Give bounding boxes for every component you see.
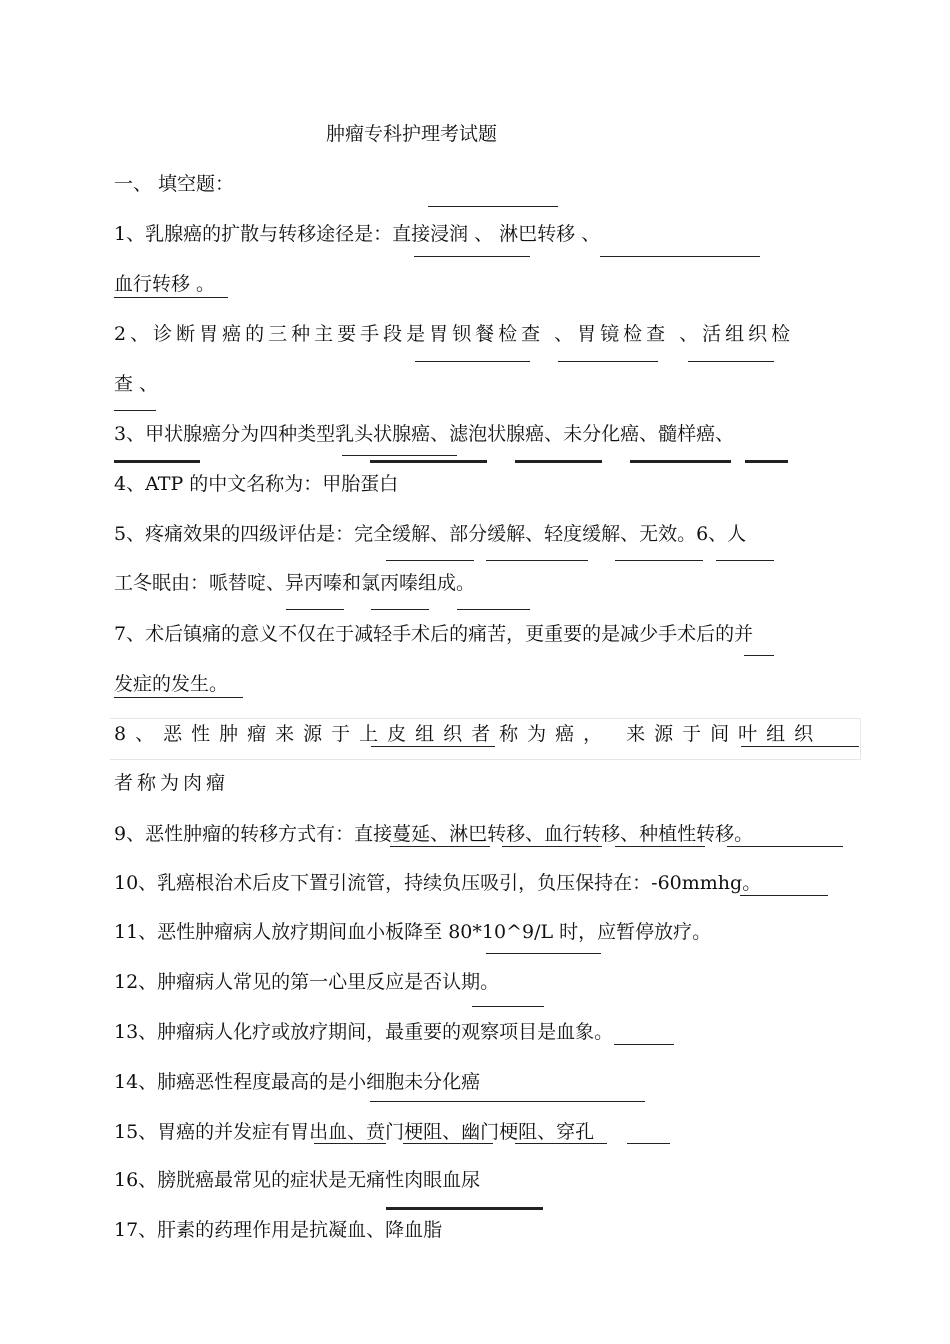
answer-underline [744,655,774,656]
answer-underline [415,361,530,362]
answer-underline [114,697,243,698]
answer-underline [614,1044,674,1045]
answer-underline [745,460,788,463]
answer-underline [486,953,601,954]
question-8-line-1: 8、恶性肿瘤来源于上皮组织者称为癌， 来源于间叶组织 [114,723,823,745]
underline [428,206,558,207]
answer-underline [386,560,474,561]
question-9: 9、恶性肿瘤的转移方式有：直接蔓延、淋巴转移、血行转移、种植性转移。 [114,823,754,845]
answer-underline [371,746,495,747]
question-17: 17、肝素的药理作用是抗凝血、降血脂 [114,1219,443,1241]
answer-underline [114,460,200,463]
answer-underline [716,560,774,561]
question-3: 3、甲状腺癌分为四种类型乳头状腺癌、滤泡状腺癌、未分化癌、髓样癌、 [114,423,735,445]
answer-underline [314,1143,386,1144]
answer-underline [615,560,703,561]
answer-underline [286,609,344,610]
question-2-line-2: 查 、 [114,373,159,395]
answer-underline [114,297,228,298]
answer-underline [457,609,530,610]
answer-underline [486,560,588,561]
question-14: 14、肺癌恶性程度最高的是小细胞未分化癌 [114,1071,481,1093]
answer-underline [472,1006,544,1007]
answer-underline [558,361,658,362]
answer-underline [515,1143,607,1144]
question-16: 16、膀胱癌最常见的症状是无痛性肉眼血尿 [114,1169,481,1191]
section-heading: 一、 填空题： [114,173,235,195]
question-1-line-2: 血行转移 。 [114,273,216,295]
answer-underline [727,846,843,847]
question-8-line-2: 者称为肉瘤 [114,772,230,794]
answer-underline [114,410,156,411]
question-10: 10、乳癌根治术后皮下置引流管，持续负压吸引，负压保持在：-60mmhg。 [114,872,762,894]
question-1-line-1: 1、乳腺癌的扩散与转移途径是：直接浸润 、 淋巴转移 、 [114,223,601,245]
answer-underline [390,846,490,847]
question-11: 11、恶性肿瘤病人放疗期间血小板降至 80*10^9/L 时，应暂停放疗。 [114,921,712,943]
question-6: 工冬眠由：哌替啶、异丙嗪和氯丙嗪组成。 [114,572,476,594]
answer-underline [630,460,731,463]
answer-underline [627,1143,670,1144]
answer-underline [741,746,859,747]
answer-underline [386,1207,543,1210]
question-15: 15、胃癌的并发症有胃出血、贲门梗阻、幽门梗阻、穿孔 [114,1121,595,1143]
question-13: 13、肿瘤病人化疗或放疗期间，最重要的观察项目是血象。 [114,1021,614,1043]
question-4: 4、ATP 的中文名称为：甲胎蛋白 [114,473,399,495]
answer-underline [370,460,487,463]
answer-underline [688,361,774,362]
answer-underline [414,256,530,257]
answer-underline [371,609,429,610]
question-12: 12、肿瘤病人常见的第一心里反应是否认期。 [114,971,500,993]
page-title: 肿瘤专科护理考试题 [326,123,498,145]
answer-underline [403,1143,493,1144]
answer-underline [370,1101,645,1102]
answer-underline [502,846,602,847]
answer-underline [615,846,705,847]
answer-underline [740,895,828,896]
answer-underline [342,455,457,456]
question-2-line-1: 2、诊断胃癌的三种主要手段是胃钡餐检查 、胃镜检查 、活组织检 [114,323,795,345]
question-7-line-1: 7、术后镇痛的意义不仅在于减轻手术后的痛苦，更重要的是减少手术后的并 [114,623,754,645]
question-5: 5、疼痛效果的四级评估是：完全缓解、部分缓解、轻度缓解、无效。6、人 [114,523,747,545]
question-7-line-2: 发症的发生。 [114,673,229,695]
answer-underline [600,256,760,257]
answer-underline [515,460,602,463]
